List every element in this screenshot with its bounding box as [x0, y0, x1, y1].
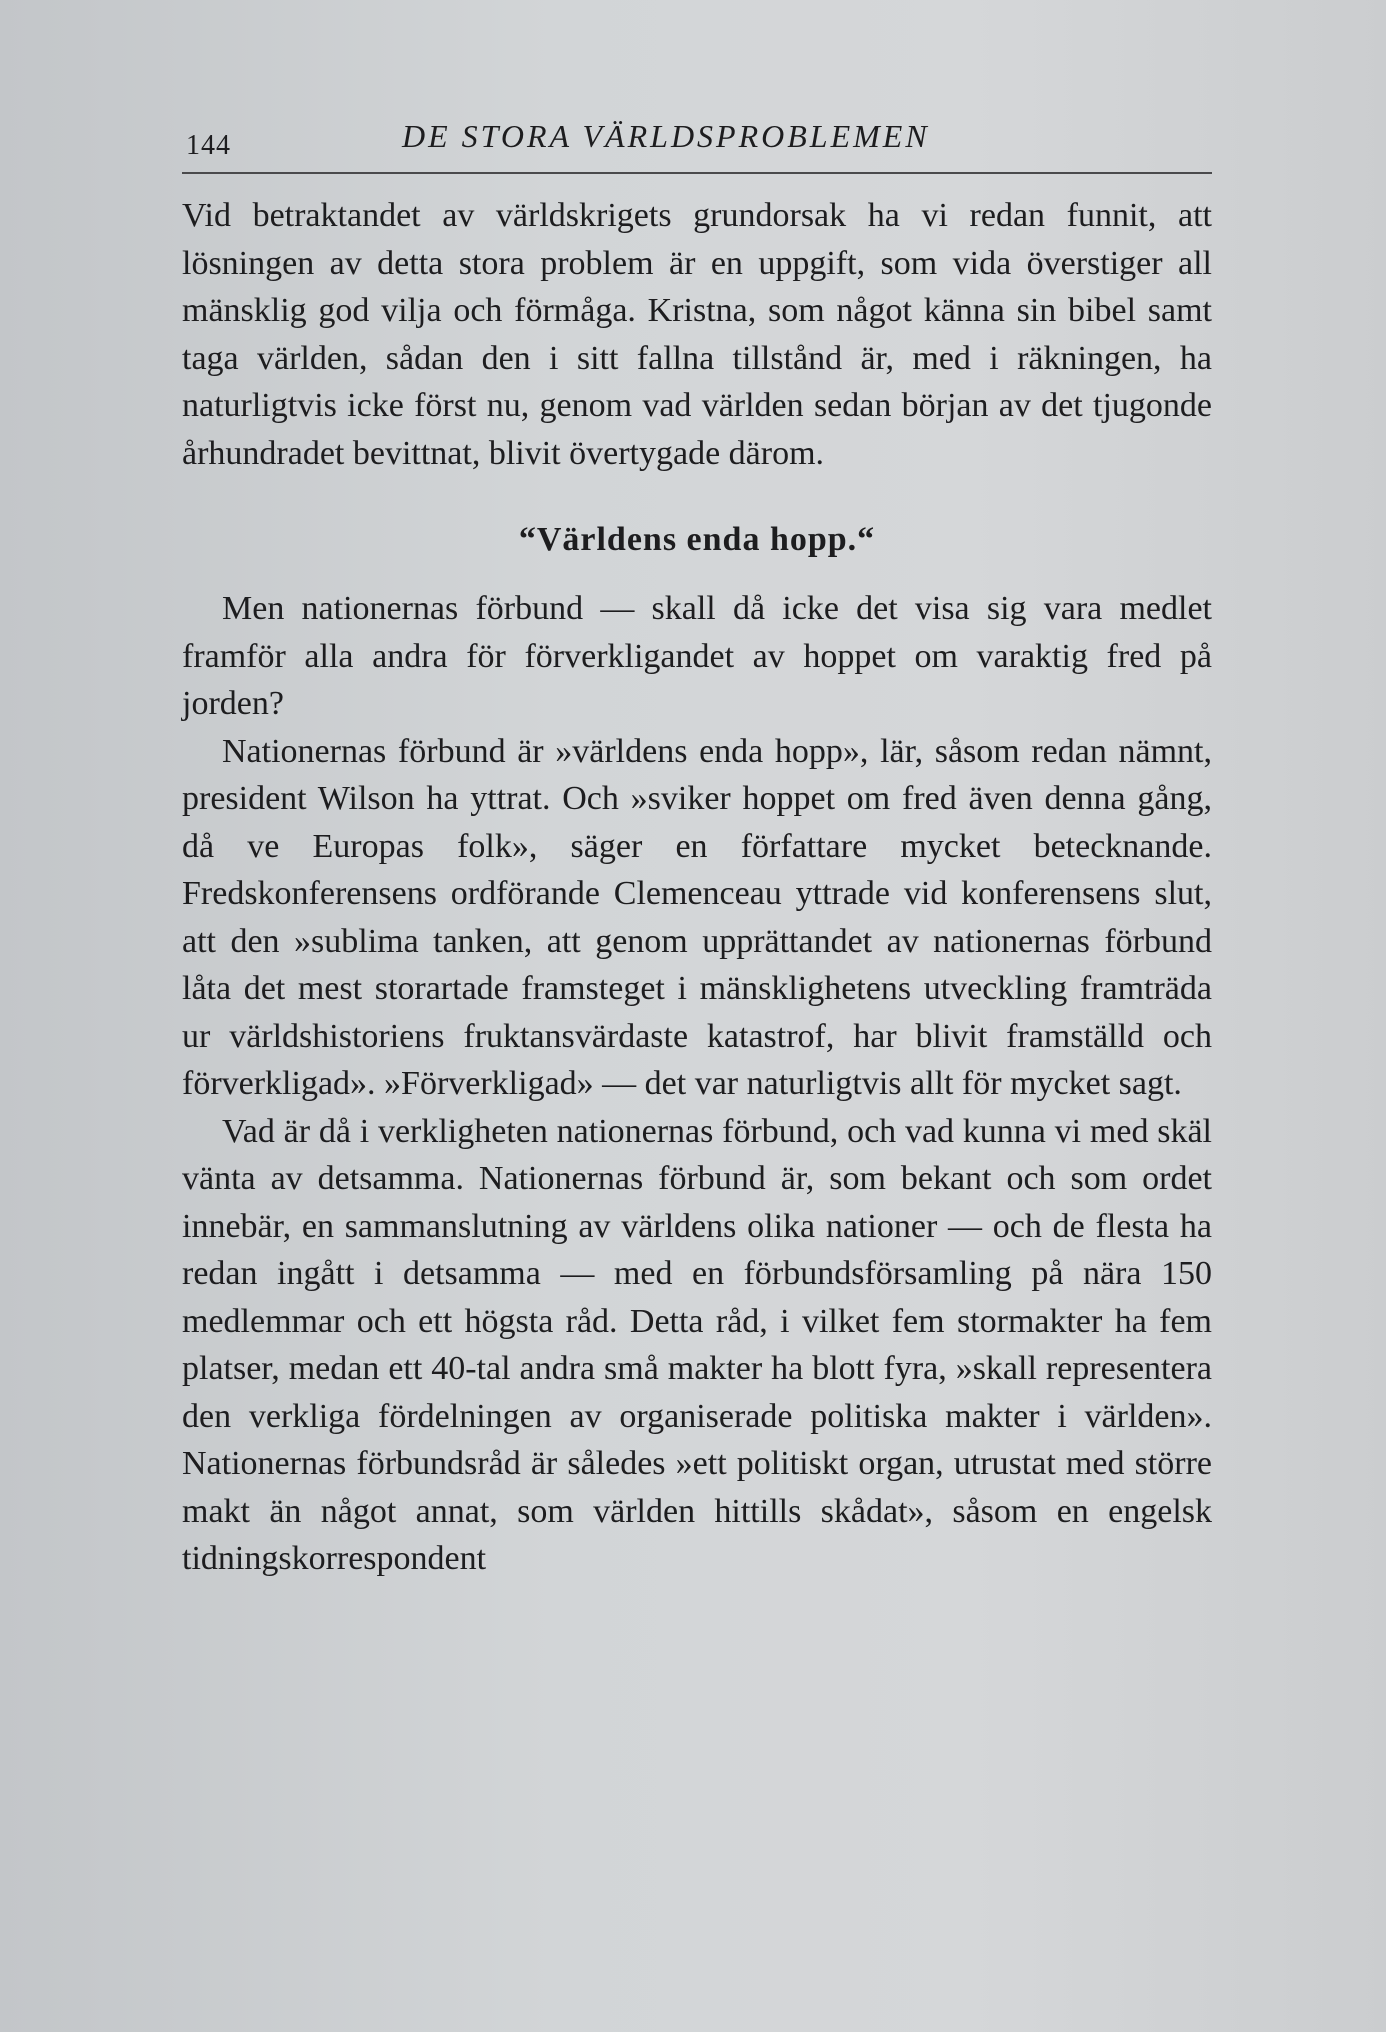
page-body: [182, 192, 1212, 1583]
page-number: 144: [186, 130, 231, 161]
running-title: DE STORA VÄRLDSPROBLEMEN: [402, 118, 930, 154]
section-heading: “Världens enda hopp.“: [518, 521, 876, 558]
paragraph: Men nationernas förbund — skall då icke det visa sig vara medlet framför alla andra för förverkligandet av hoppet om varaktig fred på jorden?: [182, 590, 1212, 722]
paragraph: Nationernas förbund är »världens enda hopp», lär, såsom redan nämnt, president Wilson ha yttrat. Och »sviker hoppet om fred även denna gång, då ve Europas folk», säger en författare mycket betecknande. Fredskonferensens ordförande Clemenceau yttrade vid konferensens slut, att den »sublima tanken, att genom upprättandet av nationernas förbund låta det mest storartade framsteget i mänsklighetens utveckling framträda ur världshistoriens fruktansvärdaste katastrof, har blivit framställd och förverkligad». »Förverkligad» — det var naturligtvis allt för mycket sagt.: [182, 732, 1212, 1102]
paragraph: Vad är då i verkligheten nationernas förbund, och vad kunna vi med skäl vänta av detsamma. Nationernas förbund är, som bekant och som ordet innebär, en sammanslutning av världens olika nationer — och de flesta ha redan ingått i detsamma — med en förbundsförsamling på nära 150 medlemmar och ett högsta råd. Detta råd, i vilket fem stormakter ha fem platser, medan ett 40-tal andra små makter ha blott fyra, »skall representera den verkliga fördelningen av organiserade politiska makter i världen». Nationernas förbundsråd är således »ett politiskt organ, utrustat med större makt än något annat, som världen hittills skådat», såsom en engelsk tidningskorrespondent: [182, 1112, 1212, 1577]
page-header: [182, 112, 1212, 174]
paragraph: Vid betraktandet av världskrigets grundorsak ha vi redan funnit, att lösningen av detta stora problem är en uppgift, som vida överstiger all mänsklig god vilja och förmåga. Kristna, som något känna sin bibel samt taga världen, sådan den i sitt fallna tillstånd är, med i räkningen, ha naturligtvis icke först nu, genom vad världen sedan början av det tjugonde århundradet bevittnat, blivit övertygade därom.: [182, 197, 1212, 472]
